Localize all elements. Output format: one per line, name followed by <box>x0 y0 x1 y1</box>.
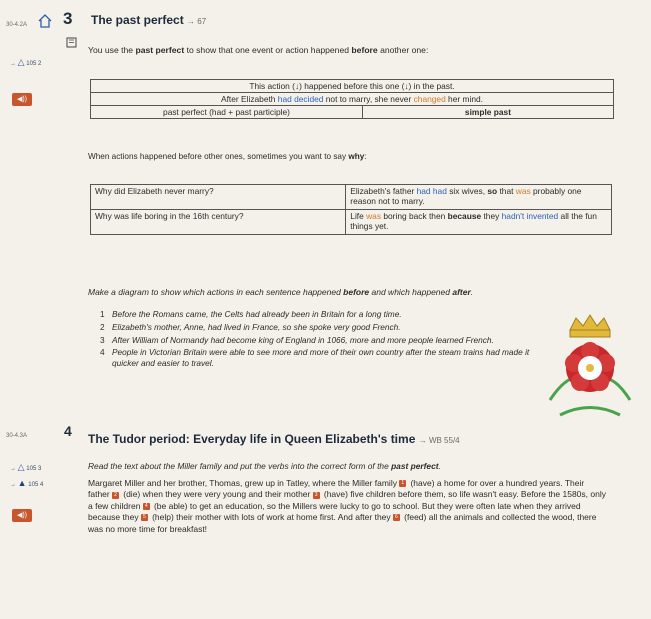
gap-5: 5 <box>142 514 146 521</box>
section-title-4: The Tudor period: Everyday life in Queen Elizabeth's time → WB 55/4 <box>88 432 460 446</box>
list-item: 1 Before the Romans came, the Celts had already been in Britain for a long time. <box>100 309 402 319</box>
audio-icon[interactable]: ◀)) <box>12 93 32 106</box>
table2-question-1: Why did Elizabeth never marry? <box>91 185 346 210</box>
gap-2: 2 <box>114 491 117 498</box>
table2-answer-1: Elizabeth's father had had six wives, so that was probably one reason not to marry. <box>346 185 612 210</box>
table1-row-intro: This action (↓) happened before this one (↓) in the past. <box>91 80 614 93</box>
intro-text: You use the past perfect to show that one event or action happened before another one: <box>88 45 429 55</box>
margin-label-top: 30-4.2A <box>6 22 28 28</box>
table1-col-past-perfect: past perfect (had + past participle) <box>91 106 363 119</box>
table2-answer-2: Life was boring back then because they hadn't invented all the fun things yet. <box>346 210 612 235</box>
table1-row-example: After Elizabeth had decided not to marry, she never changed her mind. <box>91 93 614 106</box>
pencil-icon <box>66 35 77 53</box>
section-title-text: The past perfect <box>91 13 184 27</box>
past-perfect-table <box>90 79 614 119</box>
gap-4: 4 <box>144 503 148 510</box>
triangle-icon: △ <box>17 57 25 67</box>
miller-paragraph: Margaret Miller and her brother, Thomas, grew up in Tatley, where the Miller family 1 (have) a home for over a hundred years. Their father 2 (die) when they were very young and their mother 3 (have) five children before them, so life wasn't easy. Before the 1580s, only a few children 4 (be able) to get an education, so the Millers were lucky to go to school. But they were often late when they arrived because they 5 (help) their mother with lots of work at home first. And after they 6 (feed) all the animals and collected the wood, there was no more time for breakfast! <box>88 478 606 534</box>
list-item: 2 Elizabeth's mother, Anne, had lived in France, so she spoke very good French. <box>100 321 401 332</box>
triangle-icon: ▲ <box>17 478 27 488</box>
side-ref-sec4-a: → △ 105 3 <box>10 462 42 472</box>
table1-col-simple-past: simple past <box>362 106 613 119</box>
triangle-icon: △ <box>17 462 25 472</box>
section-title-ref: → 67 <box>187 17 207 26</box>
task-instruction-3: Make a diagram to show which actions in each sentence happened before and which happened after. <box>88 287 474 297</box>
section-title-3 <box>91 13 206 27</box>
home-icon <box>38 14 52 33</box>
side-ref-sec4-b: → ▲ 105 4 <box>10 478 44 488</box>
rose-emblem-icon <box>540 310 640 435</box>
section-number-3: 3 <box>63 9 73 28</box>
gap-1: 1 <box>401 480 405 487</box>
side-ref-sec3: → △ 105 2 <box>10 57 42 67</box>
exercise-list <box>100 309 530 371</box>
list-item: 4 People in Victorian Britain were able to see more and more of their own country after the steam trains had made it quicker and easier to travel. <box>100 347 530 369</box>
task-instruction-4: Read the text about the Miller family and put the verbs into the correct form of the past perfect. <box>88 461 441 471</box>
audio-icon[interactable]: ◀)) <box>12 509 32 522</box>
gap-3: 3 <box>314 491 318 498</box>
table2-question-2: Why was life boring in the 16th century? <box>91 210 346 235</box>
why-line: When actions happened before other ones, sometimes you want to say why: <box>88 152 367 161</box>
list-item: 3 After William of Normandy had become king of England in 1066, more and more people learned French. <box>100 334 494 345</box>
margin-label-sec4: 30-4.3A <box>6 433 28 439</box>
section-number-4: 4 <box>64 423 72 439</box>
gap-6: 6 <box>395 514 398 521</box>
why-table <box>90 184 612 235</box>
